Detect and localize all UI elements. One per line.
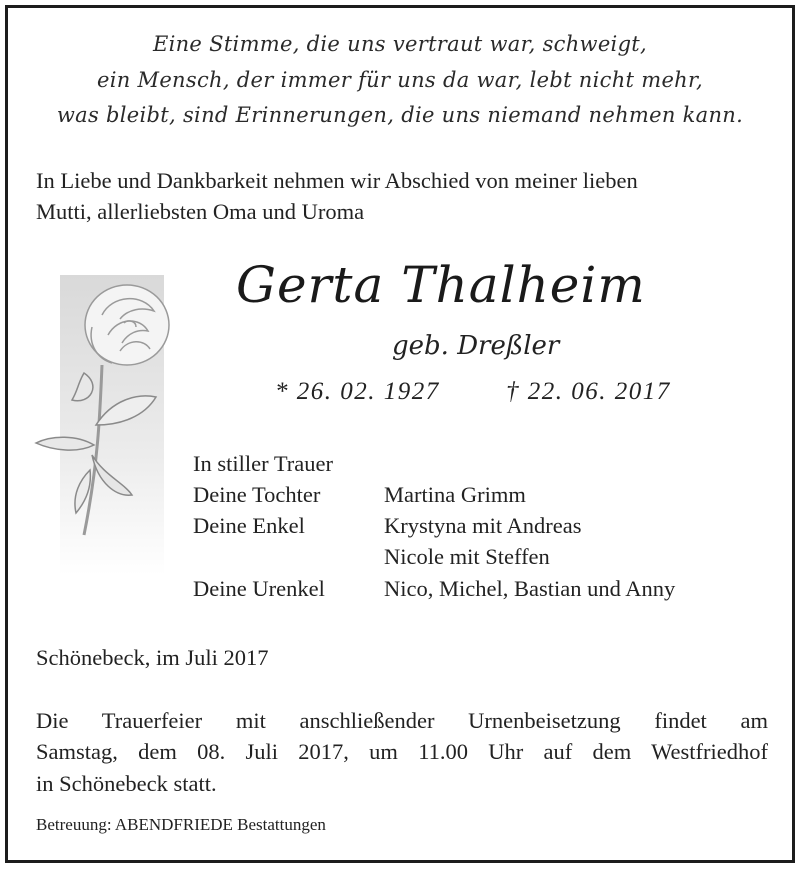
- mourners-heading: In stiller Trauer: [193, 451, 333, 476]
- death-date: † 22. 06. 2017: [506, 378, 671, 405]
- mourner-names: Krystyna mit Andreas: [384, 513, 582, 538]
- place-date: Schönebeck, im Juli 2017: [36, 645, 269, 670]
- mourner-names: Martina Grimm: [384, 482, 526, 507]
- funeral-line-1: Die Trauerfeier mit anschließender Urnenbeisetzung findet am: [36, 708, 768, 733]
- poem-line-1: Eine Stimme, die uns vertraut war, schweigt,: [152, 32, 648, 56]
- intro-line-2: Mutti, allerliebsten Oma und Uroma: [36, 199, 365, 224]
- mourner-relation: Deine Urenkel: [193, 576, 325, 601]
- poem-line-3: was bleibt, sind Erinnerungen, die uns niemand nehmen kann.: [56, 103, 744, 127]
- mourner-names: Nicole mit Steffen: [384, 544, 550, 569]
- birth-date: * 26. 02. 1927: [275, 378, 440, 405]
- mourner-relation: Deine Enkel: [193, 513, 305, 538]
- deceased-name: Gerta Thalheim: [236, 256, 646, 314]
- intro-line-1: In Liebe und Dankbarkeit nehmen wir Abschied von meiner lieben: [36, 168, 638, 193]
- funeral-line-2: Samstag, dem 08. Juli 2017, um 11.00 Uhr auf dem Westfriedhof: [36, 739, 768, 764]
- undertaker-credit: Betreuung: ABENDFRIEDE Bestattungen: [36, 815, 326, 834]
- poem-line-2: ein Mensch, der immer für uns da war, lebt nicht mehr,: [96, 68, 704, 92]
- mourner-names: Nico, Michel, Bastian und Anny: [384, 576, 676, 601]
- funeral-line-3: in Schönebeck statt.: [36, 771, 217, 796]
- birth-name: geb. Dreßler: [392, 331, 560, 361]
- rose-illustration: [32, 275, 172, 575]
- mourner-relation: Deine Tochter: [193, 482, 321, 507]
